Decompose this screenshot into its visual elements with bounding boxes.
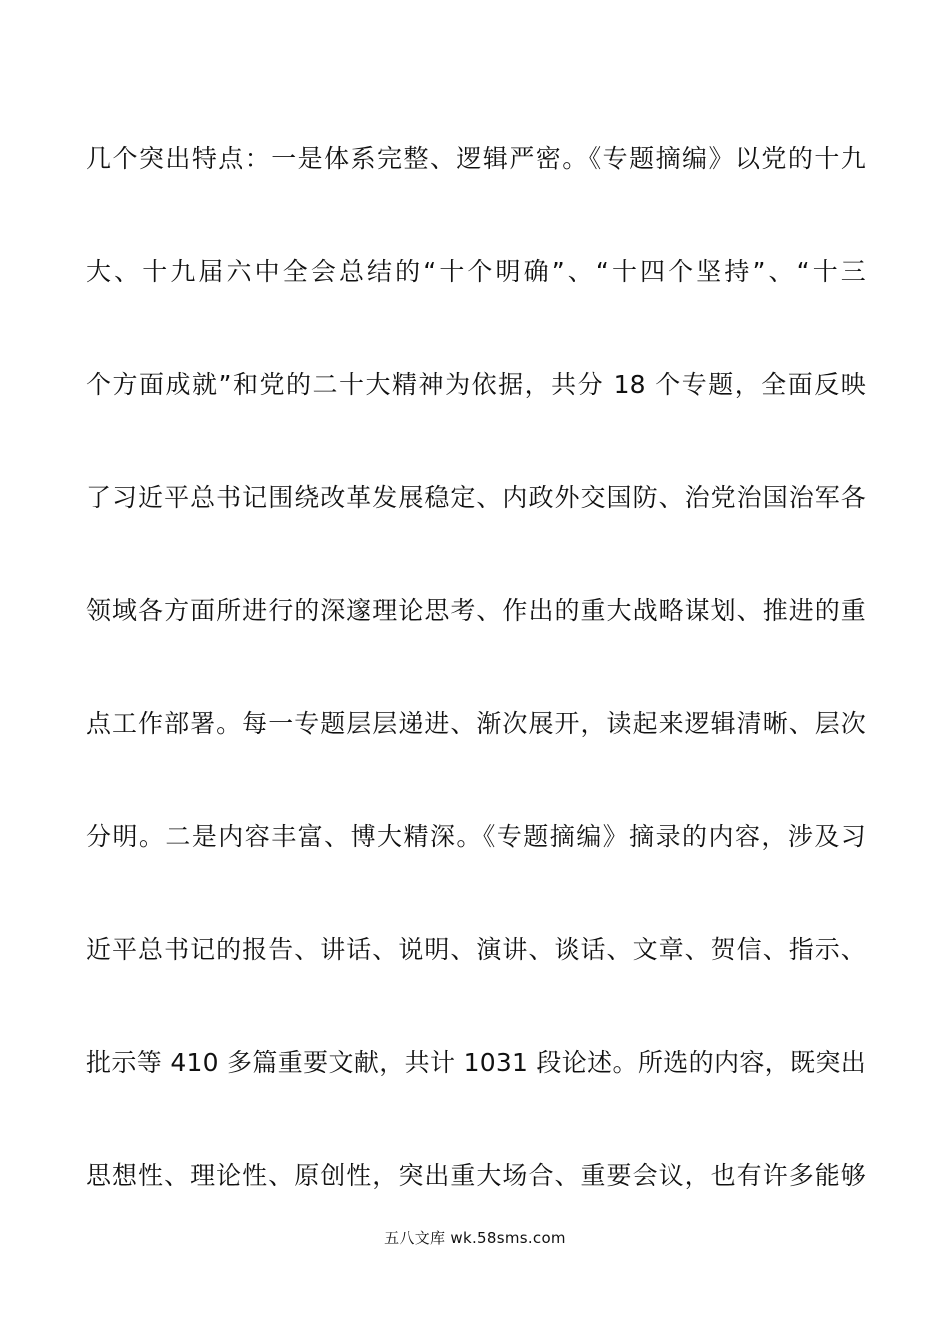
text-line-6: 点工作部署。每一专题层层递进、渐次展开，读起来逻辑清晰、层次 (86, 709, 866, 738)
text-line-2: 大、十九届六中全会总结的“十个明确”、“十四个坚持”、“十三 (86, 257, 866, 286)
text-line-4: 了习近平总书记围绕改革发展稳定、内政外交国防、治党治国治军各 (86, 483, 866, 512)
text-line-7: 分明。二是内容丰富、博大精深。《专题摘编》摘录的内容，涉及习 (86, 822, 866, 851)
text-line-3: 个方面成就”和党的二十大精神为依据，共分 18 个专题，全面反映 (86, 370, 866, 399)
text-line-5: 领域各方面所进行的深邃理论思考、作出的重大战略谋划、推进的重 (86, 596, 866, 625)
text-line-1: 几个突出特点：一是体系完整、逻辑严密。《专题摘编》以党的十九 (86, 144, 866, 173)
text-line-9: 批示等 410 多篇重要文献，共计 1031 段论述。所选的内容，既突出 (86, 1048, 866, 1077)
page-footer: 五八文库 wk.58sms.com (384, 1229, 566, 1247)
text-line-8: 近平总书记的报告、讲话、说明、演讲、谈话、文章、贺信、指示、 (86, 935, 866, 964)
text-line-10: 思想性、理论性、原创性，突出重大场合、重要会议，也有许多能够 (86, 1161, 866, 1190)
document-body (86, 130, 866, 1260)
